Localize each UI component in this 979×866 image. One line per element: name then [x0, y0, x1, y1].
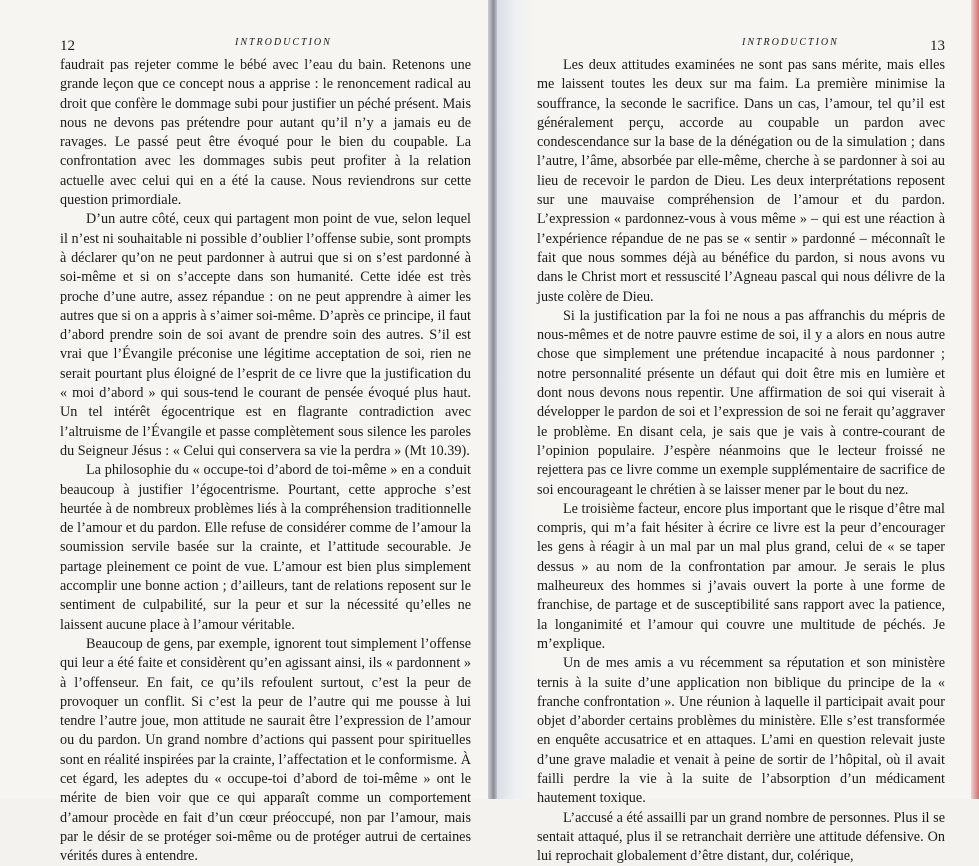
right-paragraph-1: Les deux attitudes examinées ne sont pas sans mérite, mais elles me laissent toutes les deux sur ma faim. La première minimise la souffrance, la seconde le sacrifice. Dans un cas, l’amour, tel qu’il est généralement perçu, accorde au coupable un pardon avec condescendance sur la base de la dénégation ou de la simulation ; dans l’autre, l’âme, absorbée par elle-même, cherche à se pardonner à soi au lieu de recevoir le pardon de Dieu. Les deux interprétations reposent sur une mauvaise compréhension de l’amour et du pardon. L’expression « pardonnez-vous à vous même » – qui est une réaction à l’expérience répandue de ne pas se « sentir » pardonné – méconnaît le fait que nous sommes déjà au bénéfice du pardon, si nous avons vu dans le Christ mort et ressuscité l’Agneau pascal qui nous délivre de la juste colère de Dieu.: [537, 57, 945, 305]
left-paragraph-4: Beaucoup de gens, par exemple, ignorent tout simplement l’offense qui leur a été faite et considèrent qu’en agissant ainsi, ils « pardonnent » à l’offenseur. En fait, ce qu’ils refoulent surtout, c’est la peur de provoquer un conflit. Si c’est la peur de l’autre qui me pousse à lui tendre l’autre joue, mon attitude ne saurait être l’expression de l’amour ou du pardon. Un grand nombre d’actions qui passent pour spirituelles sont en réalité inspirées par la crainte, l’affectation et le conformisme. À cet égard, les adeptes du « occupe-toi d’abord de toi-même » ont le mérite de bien voir que ce qui apparaît comme un comportement d’amour procède en fait d’un cœur préoccupé, non par l’amour, mais par le désir de se protéger soi-même ou de protéger autrui de certaines vérités dures à entendre.: [60, 635, 471, 865]
right-paragraph-3: Le troisième facteur, encore plus important que le risque d’être mal compris, qui m’a fait hésiter à écrire ce livre est la peur d’encourager les gens à réagir à un mal par un mal plus grand, celui de « se taper dessus » au nom de la confrontation par amour. Je serais le plus malheureux des hommes si j’avais ouvert la porte à une forme de franchise, de partage et de susceptibilité sans rapport avec la patience, la longanimité et l’amour qui couvre une multitude de péchés. Je m’explique.: [537, 500, 945, 652]
left-running-head: INTRODUCTION: [235, 37, 332, 48]
right-page-body: [537, 56, 945, 866]
right-paragraph-5: L’accusé a été assailli par un grand nombre de personnes. Plus il se sentait attaqué, plus il se retranchait derrière une attitude défensive. On lui reprochait globalement d’être distant, dur, colérique,: [537, 809, 945, 865]
page-edge-color: [971, 0, 979, 799]
right-page-number: 13: [930, 38, 945, 54]
right-paragraph-4: Un de mes amis a vu récemment sa réputation et son ministère ternis à la suite d’une application non biblique du principe de la « franche confrontation ». Une réunion à laquelle il participait avait pour objet d’aborder certains problèmes du ministère. Elle s’est transformée en enquête accusatrice et en attaques. L’ami en question relevait juste d’une grave maladie et venait à peine de sortir de l’hôpital, où il avait failli perdre la vie à la suite de l’absorption d’un médicament hautement toxique.: [537, 655, 945, 807]
left-paragraph-1: faudrait pas rejeter comme le bébé avec l’eau du bain. Retenons une grande leçon que ce concept nous a apprise : le renoncement radical au droit que confère le dommage subi pour justifier un péché présent. Mais nous ne devons pas prétendre pour autant qu’il n’y a jamais eu de ravages. Le passé peut être évoqué pour le bien du coupable. La confrontation avec les dommages subis peut profiter à la relation actuelle avec celui qui en a été la cause. Nous reviendrons sur cette question primordiale.: [60, 57, 471, 209]
left-paragraph-3: La philosophie du « occupe-toi d’abord de toi-même » en a conduit beaucoup à justifier l’égocentrisme. Pourtant, cette approche s’est heurtée à de nombreux problèmes liés à la compréhension traditionnelle de l’amour et du pardon. Elle refuse de considérer comme de l’amour la soumission servile basée sur la crainte, et l’attitude secourable. Je partage pleinement ce point de vue. L’amour est bien plus simplement accomplir une bonne action ; d’ailleurs, tant de relations reposent sur le sentiment de culpabilité, sur la peur et sur la nécessité qu’elles ne laissent aucune place à l’amour véritable.: [60, 462, 471, 633]
left-page-number: 12: [60, 38, 75, 54]
left-page-header: [60, 28, 471, 54]
right-page-header: [537, 28, 945, 54]
right-page: [497, 0, 979, 865]
right-running-head: INTRODUCTION: [742, 37, 839, 48]
right-paragraph-2: Si la justification par la foi ne nous a pas affranchis du mépris de nous-mêmes et de notre pauvre estime de soi, il y a alors en nous autre chose que simplement une prétendue incapacité à nous pardonner ; notre personnalité présente un défaut qui doit être mis en lumière et dont nous devons nous repentir. Une affirmation de soi qui viserait à développer le pardon de soi et l’expression de soi ne ferait qu’aggraver le problème. En disant cela, je sais que je vais à contre-courant de l’opinion populaire. J’espère néanmoins que le lecteur froissé ne rejettera pas ce livre comme un exemple supplémentaire de sacrifice de soi encourageant le chrétien à se laisser mener par le bout du nez.: [537, 307, 945, 498]
left-paragraph-2: D’un autre côté, ceux qui partagent mon point de vue, selon lequel il n’est ni souhaitable ni possible d’oublier l’offense subie, sont prompts à déclarer qu’on ne peut pardonner à autrui que si on s’est pardonné à soi-même et si on s’accepte dans son humanité. Cette idée est très proche d’une autre, assez répandue : on ne peut apprendre à aimer les autres que si on a appris à s’aimer soi-même. D’après ce principe, il faut d’abord prendre soin de soi avant de prendre soin des autres. S’il est vrai que l’Évangile préconise une légitime acceptation de soi, rien ne serait pourtant plus éloigné de l’esprit de ce livre que la justification du « moi d’abord » qui sous-tend le courant de pensée évoqué plus haut. Un tel intérêt égocentrique est en flagrante contradiction avec l’altruisme de l’Évangile et passe complètement sous silence les paroles du Seigneur Jésus : « Celui qui conservera sa vie la perdra » (Mt 10.39).: [60, 211, 471, 459]
left-page-body: [60, 56, 471, 866]
